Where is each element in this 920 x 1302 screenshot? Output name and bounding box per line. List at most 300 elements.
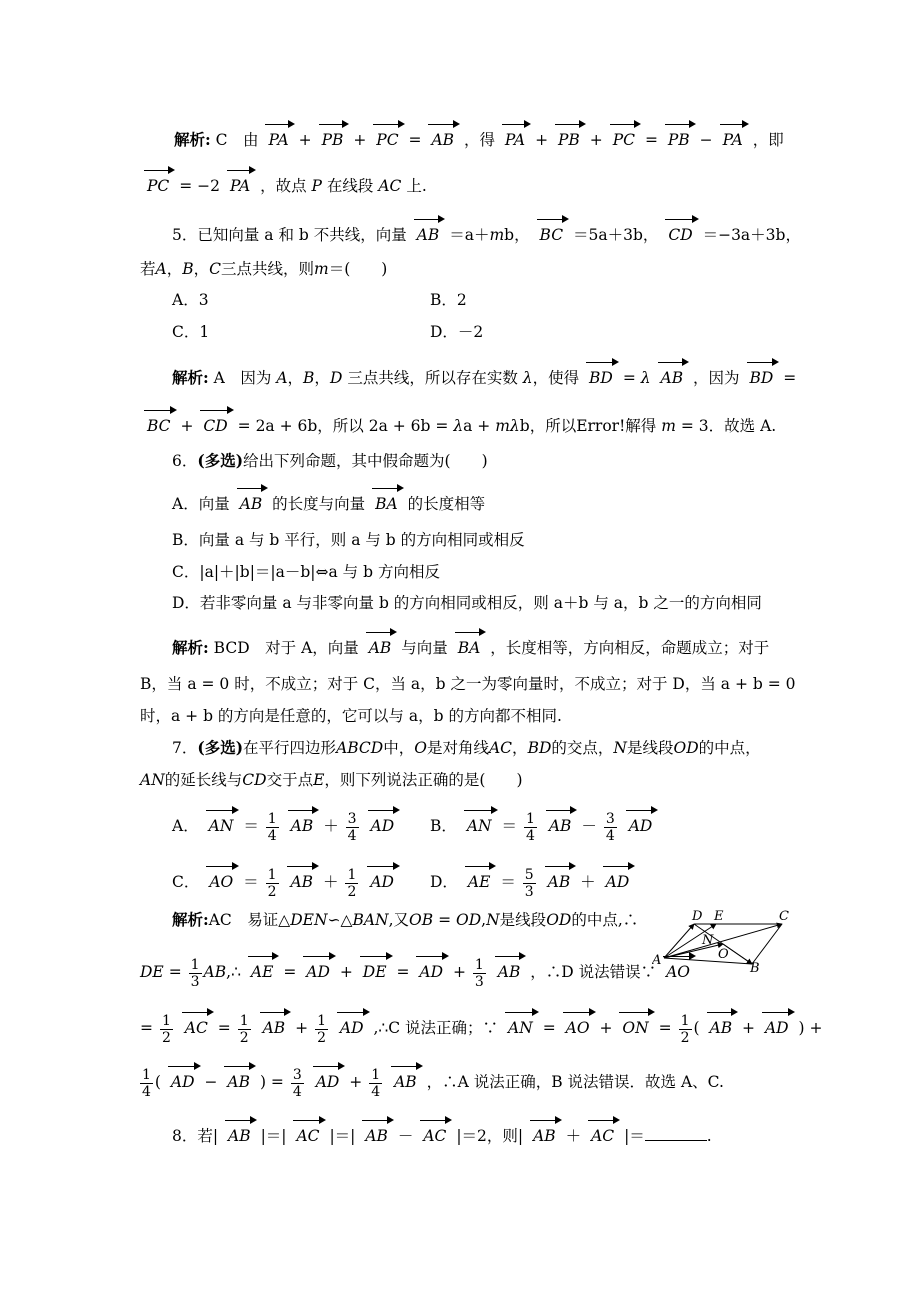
parallelogram-figure	[652, 906, 792, 972]
vector-AD: AD	[419, 956, 443, 982]
op: +	[339, 963, 353, 981]
vector-AB: AB	[228, 1120, 251, 1146]
q5-stem-line-1	[172, 219, 801, 245]
denominator: 4	[605, 827, 615, 844]
label-E: E	[714, 909, 724, 924]
text: 的延长线与	[164, 771, 243, 789]
text: ＝( )	[328, 260, 388, 278]
q7-option-a[interactable]	[172, 810, 399, 844]
op: +	[349, 1073, 363, 1091]
vector-AB: AB	[227, 1066, 250, 1092]
option-text: C．|a|＋|b|＝|a－b|⇔a 与 b 方向相反	[172, 563, 440, 581]
text: ，	[193, 260, 210, 278]
text: A 因为	[213, 369, 272, 387]
vector-AB: AB	[548, 866, 571, 892]
edge-AB	[664, 958, 752, 964]
var: N	[486, 911, 500, 929]
q5-option-b[interactable]	[430, 290, 467, 310]
q6-option-b[interactable]	[172, 530, 525, 550]
vector-BD: BD	[750, 362, 774, 388]
vector-PB: PB	[668, 124, 690, 150]
op: +	[353, 131, 367, 149]
vector-AD: AD	[765, 1012, 789, 1038]
text: ＝5a＋3b，	[573, 226, 659, 244]
vector-BD: BD	[589, 362, 613, 388]
text: b，所以Error!解得	[519, 417, 657, 435]
text: ，得	[463, 131, 495, 149]
var: λ	[453, 417, 464, 435]
denominator: 4	[371, 1083, 381, 1100]
text: 在线段	[326, 177, 374, 195]
q7-solution-line-3	[140, 1012, 823, 1046]
text: ，	[166, 260, 183, 278]
text: 的中点,∴	[571, 911, 639, 929]
vector-AD: AD	[629, 810, 653, 836]
vector-AD: AD	[316, 1066, 340, 1092]
vector-PA: PA	[230, 170, 250, 196]
text: BCD 对于 A，向量	[213, 639, 359, 657]
var: B	[303, 369, 315, 387]
var: OD	[546, 911, 572, 929]
option-text: B．2	[430, 291, 467, 309]
var: B	[182, 260, 194, 278]
vector-PC: PC	[613, 124, 635, 150]
label-D: D	[692, 909, 703, 924]
text: 给出下列命题，其中假命题为( )	[243, 452, 488, 470]
vector-AB: AB	[533, 1120, 556, 1146]
numerator: 1	[371, 1066, 381, 1083]
text: ，则下列说法正确的是( )	[324, 771, 523, 789]
numerator: 3	[605, 810, 615, 827]
var: DE	[140, 963, 164, 981]
numerator: 1	[317, 1012, 326, 1029]
text: ，即	[752, 131, 784, 149]
q7-option-b[interactable]	[430, 810, 657, 844]
vector-AE: AE	[251, 956, 274, 982]
op: =	[783, 369, 797, 387]
denominator: 2	[239, 1029, 249, 1046]
text: 三点共线，则	[221, 260, 315, 278]
var: AN	[140, 771, 165, 789]
option-text: B．向量 a 与 b 平行，则 a 与 b 的方向相同或相反	[172, 531, 525, 549]
op: ＋	[565, 1127, 582, 1145]
vector-PA: PA	[505, 124, 525, 150]
solution-label: 解析:	[172, 638, 209, 657]
text: 时，a + b 的方向是任意的，它可以与 a，b 的方向都不相同.	[140, 707, 562, 725]
q6-option-d[interactable]	[172, 593, 762, 613]
label: A．	[172, 817, 199, 835]
text: ，故点	[260, 177, 307, 195]
fraction	[189, 957, 202, 990]
text: 是线段	[499, 911, 547, 929]
text: 三点共线，所以存在实数	[347, 369, 518, 387]
denominator: 4	[267, 827, 277, 844]
var: C	[209, 260, 222, 278]
option-text: D．－2	[430, 323, 484, 341]
op: ＋	[580, 873, 596, 891]
text: 中，	[383, 739, 415, 757]
denominator: 4	[142, 1083, 151, 1100]
vector-BA: BA	[375, 488, 398, 514]
op: ＝	[243, 873, 259, 891]
text: 的中点，	[698, 739, 761, 757]
var: AC	[488, 739, 513, 757]
op: −	[204, 1073, 218, 1091]
q5-option-c[interactable]	[172, 322, 209, 342]
option-text: D．若非零向量 a 与非零向量 b 的方向相同或相反，则 a＋b 与 a，b 之一的方向相同	[172, 594, 762, 612]
vector-PA: PA	[268, 124, 288, 150]
option-text: A．3	[172, 291, 209, 309]
label-N: N	[702, 933, 714, 948]
text: |＝|	[260, 1127, 287, 1145]
vector-AD: AD	[306, 956, 330, 982]
denominator: 4	[292, 1083, 302, 1100]
numerator: 5	[524, 866, 534, 883]
text: ，	[512, 739, 528, 757]
q7-solution-line-1	[172, 910, 638, 930]
q6-option-a[interactable]	[172, 488, 485, 514]
var: mλ	[495, 417, 520, 435]
text: ，	[314, 369, 330, 387]
vector-AD: AD	[606, 866, 630, 892]
op: +	[452, 963, 466, 981]
op: =	[622, 369, 636, 387]
denominator: 4	[525, 827, 535, 844]
multi-select-tag: (多选)	[197, 738, 244, 757]
denominator: 2	[347, 883, 357, 900]
vector-BC: BC	[540, 219, 564, 245]
text: A．向量	[172, 495, 230, 513]
vector-AN: AN	[209, 810, 234, 836]
numerator: 1	[347, 866, 357, 883]
text: b，	[504, 226, 530, 244]
text: ＝−3a＋3b，	[702, 226, 801, 244]
var: OB	[409, 911, 434, 929]
var: DEN	[290, 911, 328, 929]
op: +	[535, 131, 549, 149]
fraction	[369, 1067, 382, 1100]
denominator: 3	[524, 883, 534, 900]
var: ABCD	[336, 739, 384, 757]
var: A	[276, 369, 288, 387]
text: 在平行四边形	[243, 739, 337, 757]
q7-solution-line-4	[140, 1066, 724, 1100]
text: 的长度与向量	[272, 495, 366, 513]
op: =	[217, 1019, 231, 1037]
denominator: 3	[190, 973, 200, 990]
numerator: 1	[239, 1012, 249, 1029]
label-A: A	[652, 953, 662, 968]
text: ，	[287, 369, 304, 387]
var: m	[661, 417, 676, 435]
text: 6．	[172, 452, 198, 470]
op: ＋	[323, 873, 339, 891]
var: m	[489, 226, 505, 244]
q6-solution-line-3	[140, 706, 562, 726]
vector-AB: AB	[394, 1066, 417, 1092]
fraction	[604, 811, 617, 844]
numerator: 1	[190, 956, 200, 973]
var: BD	[527, 739, 552, 757]
op: +	[742, 1019, 756, 1037]
q6-solution-line-2	[140, 674, 795, 694]
fraction	[266, 867, 279, 900]
fraction	[291, 1067, 304, 1100]
op: +	[599, 1019, 613, 1037]
q5-stem-line-2	[140, 259, 387, 279]
denominator: 2	[267, 883, 277, 900]
vector-PC: PC	[147, 170, 169, 196]
op: =	[140, 1019, 153, 1037]
vector-ON: ON	[622, 1012, 648, 1038]
label: C．	[172, 873, 200, 891]
text: ，∴D 说法错误∵	[530, 963, 657, 981]
text: a +	[463, 417, 491, 435]
fraction	[679, 1013, 692, 1046]
var: A	[155, 260, 167, 278]
vector-AD: AD	[371, 810, 395, 836]
var: E	[313, 771, 325, 789]
text: AC 易证△	[208, 911, 291, 929]
op: =	[438, 911, 452, 929]
text: B，当 a = 0 时，不成立；对于 C，当 a，b 之一为零向量时，不成立；对于 D，当 a + b = 0	[140, 675, 796, 693]
numerator: 1	[525, 810, 535, 827]
vector-AN: AN	[467, 810, 492, 836]
q6-solution-line-1	[172, 632, 769, 658]
op: ＝	[501, 817, 518, 835]
vector-AO: AO	[666, 956, 690, 982]
vector-AB: AB	[661, 362, 684, 388]
text: 的交点，	[551, 739, 614, 757]
op: +	[298, 131, 312, 149]
solution-label: 解析:	[174, 130, 211, 149]
op: =	[408, 131, 422, 149]
q6-stem	[172, 451, 488, 471]
text: ，因为	[693, 369, 740, 387]
numerator: 1	[267, 810, 277, 827]
op: =	[658, 1019, 672, 1037]
var: AC	[378, 177, 402, 195]
var: CD	[242, 771, 267, 789]
vector-AC: AC	[296, 1120, 319, 1146]
edge-BC	[752, 924, 782, 964]
multi-select-tag: (多选)	[197, 451, 244, 470]
text: ∽△	[327, 911, 353, 929]
q7-option-c[interactable]	[172, 866, 399, 900]
vector-AB: AB	[417, 219, 440, 245]
vector-PA: PA	[723, 124, 743, 150]
numerator: 3	[292, 1066, 302, 1083]
text: C 由	[215, 131, 259, 149]
denominator: 2	[161, 1029, 171, 1046]
vector-AC: AC	[423, 1120, 446, 1146]
text: 与向量	[401, 639, 448, 657]
q8-stem	[172, 1120, 712, 1146]
vector-AD: AD	[370, 866, 394, 892]
vector-AD: AD	[171, 1066, 195, 1092]
var: AB	[203, 963, 227, 981]
vector-AO: AO	[566, 1012, 590, 1038]
text: 7．	[172, 739, 198, 757]
denominator: 3	[474, 973, 484, 990]
var: O	[414, 739, 427, 757]
answer-blank[interactable]	[645, 1126, 707, 1141]
op: −	[699, 131, 713, 149]
numerator: 3	[347, 810, 357, 827]
q7-stem-line-1	[172, 738, 761, 758]
vector-PB: PB	[322, 124, 344, 150]
vector-AO: AO	[209, 866, 233, 892]
vector-AB: AB	[498, 956, 521, 982]
label-O: O	[718, 947, 729, 962]
text: ，长度相等，方向相反，命题成立；对于	[490, 639, 770, 657]
paren: (	[693, 1019, 700, 1037]
vector-CD: CD	[203, 410, 227, 436]
var: λ	[522, 369, 533, 387]
text: ) =	[259, 1073, 284, 1091]
numerator: 1	[161, 1012, 171, 1029]
var: m	[314, 260, 329, 278]
fraction	[160, 1013, 173, 1046]
text: ，∴A 说法正确，B 说法错误．故选 A、C.	[426, 1073, 724, 1091]
op: =	[168, 963, 182, 981]
text: |＝|	[329, 1127, 356, 1145]
vector-AC: AC	[591, 1120, 614, 1146]
fraction	[523, 867, 536, 900]
var: OD	[673, 739, 699, 757]
numerator: 1	[267, 866, 277, 883]
vector-AB: AB	[365, 1120, 388, 1146]
op: +	[180, 417, 194, 435]
segment-AO	[664, 944, 723, 958]
vector-BC: BC	[147, 410, 171, 436]
var: OD	[456, 911, 482, 929]
vector-AB: AB	[240, 488, 263, 514]
solution-label: 解析:	[172, 910, 209, 929]
op: ＋	[323, 817, 339, 835]
fraction	[140, 1067, 153, 1100]
op: =	[644, 131, 658, 149]
vector-AB: AB	[263, 1012, 286, 1038]
denominator: 2	[317, 1029, 326, 1046]
q7-stem-line-2	[140, 770, 523, 790]
fraction	[473, 957, 486, 990]
label-B: B	[750, 961, 760, 972]
var: λ	[640, 369, 651, 387]
text: ,∴	[226, 963, 241, 981]
vector-AB: AB	[710, 1012, 733, 1038]
text: 的长度相等	[407, 495, 486, 513]
numerator: 1	[474, 956, 484, 973]
vector-AB: AB	[290, 866, 313, 892]
text: 上.	[406, 177, 427, 195]
q7-solution-line-2	[140, 956, 695, 990]
vector-DE: DE	[363, 956, 387, 982]
text: |＝2，则|	[456, 1127, 524, 1145]
numerator: 1	[680, 1012, 690, 1029]
vector-AB: AB	[291, 810, 314, 836]
text: |＝	[624, 1127, 645, 1145]
fraction	[524, 811, 537, 844]
var: BAN	[352, 911, 389, 929]
vector-PC: PC	[376, 124, 398, 150]
op: －	[581, 817, 597, 835]
paren: (	[154, 1073, 161, 1091]
text: ,	[481, 911, 487, 929]
text: = 2a + 6b，所以 2a + 6b =	[237, 417, 449, 435]
op: ＝	[500, 873, 516, 891]
text: 8．若|	[172, 1127, 219, 1145]
text: 交于点	[266, 771, 314, 789]
fraction	[345, 867, 358, 900]
text: 是对角线	[426, 739, 489, 757]
text: 若	[140, 260, 156, 278]
label: B．	[430, 817, 457, 835]
op: －	[397, 1127, 414, 1145]
q7-option-d[interactable]	[430, 866, 634, 900]
op: =	[283, 963, 297, 981]
text: = −2	[179, 177, 220, 195]
fraction	[346, 811, 359, 844]
numerator: 1	[142, 1066, 151, 1083]
text: ,又	[388, 911, 410, 929]
vector-AB: AB	[431, 124, 454, 150]
p4-solution-line-1	[174, 124, 784, 150]
fraction	[315, 1013, 328, 1046]
vector-AC: AC	[185, 1012, 208, 1038]
text: 5．已知向量 a 和 b 不共线，向量	[172, 226, 407, 244]
op: +	[295, 1019, 309, 1037]
denominator: 4	[347, 827, 357, 844]
denominator: 2	[680, 1029, 690, 1046]
p4-solution-line-2	[142, 170, 427, 196]
op: +	[589, 131, 603, 149]
solution-label: 解析:	[172, 368, 209, 387]
vector-PB: PB	[558, 124, 580, 150]
fraction	[266, 811, 279, 844]
vector-CD: CD	[668, 219, 692, 245]
var: N	[613, 739, 627, 757]
label-C: C	[779, 909, 789, 924]
text: .	[706, 1127, 712, 1145]
q5-option-d[interactable]	[430, 322, 483, 342]
vector-AN: AN	[508, 1012, 533, 1038]
q6-option-c[interactable]	[172, 562, 440, 582]
q5-solution-line-2	[142, 410, 776, 436]
option-text: C．1	[172, 323, 210, 341]
vector-AE: AE	[468, 866, 491, 892]
q5-solution-line-1	[172, 362, 796, 388]
op: =	[542, 1019, 556, 1037]
var: P	[311, 177, 322, 195]
label: D．	[430, 873, 458, 891]
vector-BA: BA	[458, 632, 481, 658]
vector-AB: AB	[549, 810, 572, 836]
text: ＝a＋	[449, 226, 490, 244]
var: D	[329, 369, 343, 387]
op: =	[396, 963, 410, 981]
op: ＝	[243, 817, 259, 835]
q5-option-a[interactable]	[172, 290, 209, 310]
text: 是线段	[626, 739, 674, 757]
text: ，使得	[532, 369, 580, 387]
vector-AD: AD	[340, 1012, 364, 1038]
fraction	[238, 1013, 251, 1046]
vector-AB: AB	[369, 632, 392, 658]
text: ,∴C 说法正确；∵	[373, 1019, 499, 1037]
text: ) +	[798, 1019, 823, 1037]
text: = 3．故选 A.	[680, 417, 777, 435]
